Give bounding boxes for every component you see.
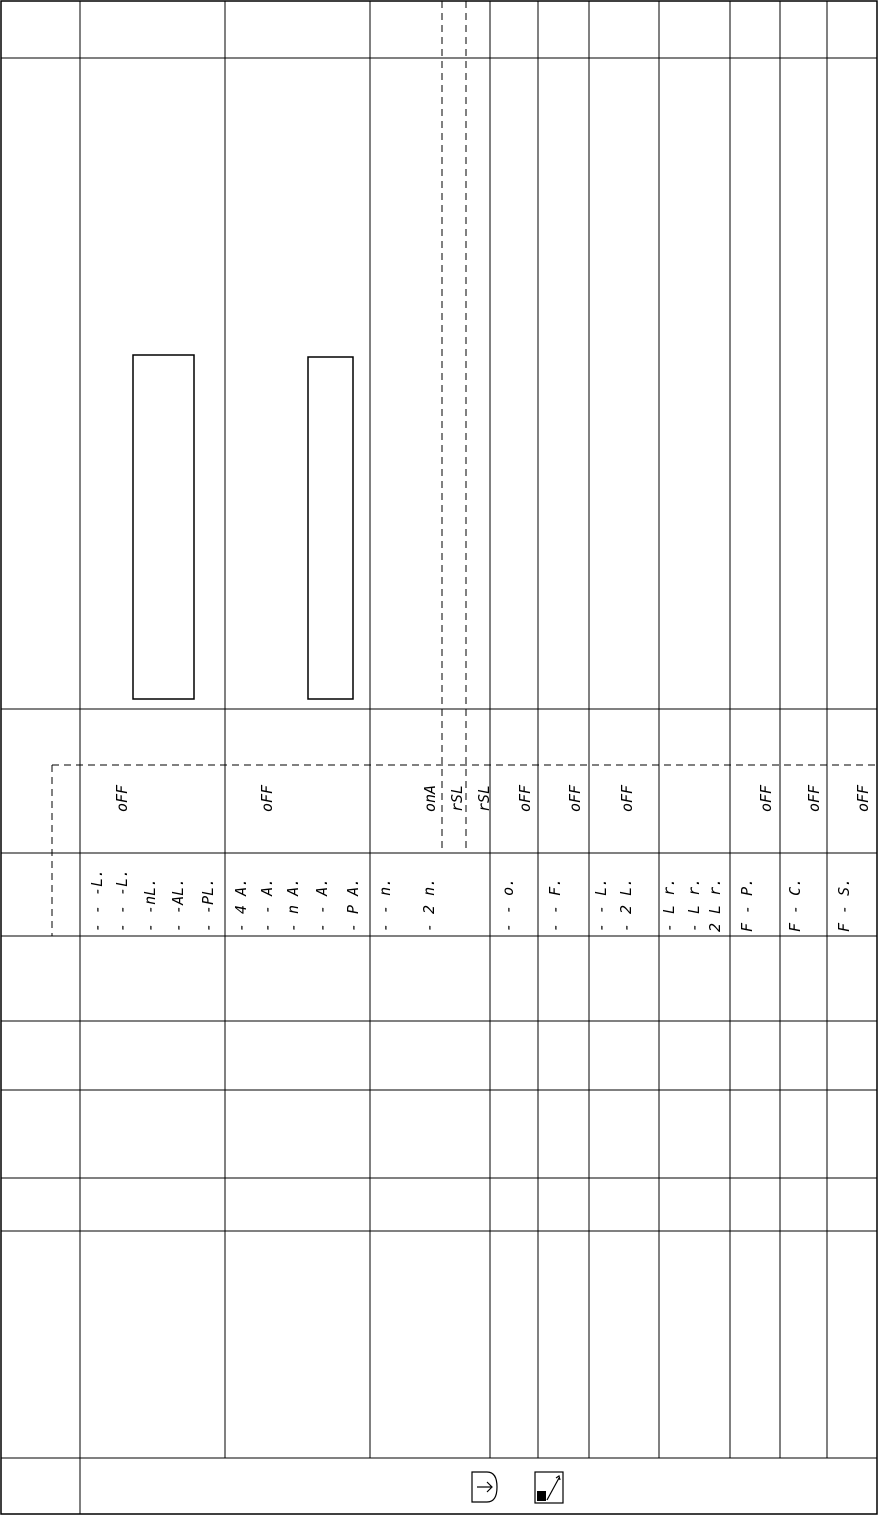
state-labels xyxy=(113,784,872,812)
code-label: - - L. xyxy=(592,877,610,932)
code-label: - P A. xyxy=(344,877,362,932)
footer-icons xyxy=(472,1472,563,1503)
code-label: - 2 L. xyxy=(617,877,635,932)
display-window-2 xyxy=(308,357,353,699)
state-label: oFF xyxy=(516,784,534,812)
column-lines xyxy=(80,1,827,1514)
code-label: - -nL. xyxy=(141,877,159,932)
code-label: - - -L. xyxy=(88,868,106,932)
code-label: - -AL. xyxy=(169,877,187,932)
code-label: - n A. xyxy=(284,877,302,932)
state-label: rSL xyxy=(448,784,466,812)
state-label: oFF xyxy=(854,784,872,812)
code-label: - - F. xyxy=(546,877,564,932)
code-label: - L r. xyxy=(685,877,703,932)
code-label: 2 L r. xyxy=(706,877,724,932)
state-label: oFF xyxy=(618,784,636,812)
code-label: - -PL. xyxy=(199,877,217,932)
state-label: oFF xyxy=(805,784,823,812)
code-label: F - P. xyxy=(738,877,756,932)
row-lines xyxy=(1,58,877,1458)
code-label: - 2 n. xyxy=(420,877,438,932)
code-label: - - o. xyxy=(499,877,517,932)
display-window-1 xyxy=(133,355,194,699)
code-label: F - C. xyxy=(786,877,804,932)
state-label: oFF xyxy=(757,784,775,812)
code-label: - - A. xyxy=(313,877,331,932)
code-label: - - A. xyxy=(258,877,276,932)
code-label: F - S. xyxy=(835,877,853,932)
state-label: oFF xyxy=(113,784,131,812)
code-label: - - -L. xyxy=(113,868,131,932)
state-label: onA xyxy=(421,784,439,812)
code-label: - - n. xyxy=(376,877,394,932)
code-label: - 4 A. xyxy=(232,877,250,932)
table-border xyxy=(1,1,877,1514)
enter-arrow-icon[interactable] xyxy=(472,1472,497,1502)
state-label: oFF xyxy=(258,784,276,812)
code-labels xyxy=(88,869,853,932)
state-label: rSL xyxy=(475,784,493,812)
level-adjust-icon[interactable] xyxy=(535,1472,563,1503)
code-label: - L r. xyxy=(660,877,678,932)
state-label: oFF xyxy=(566,784,584,812)
